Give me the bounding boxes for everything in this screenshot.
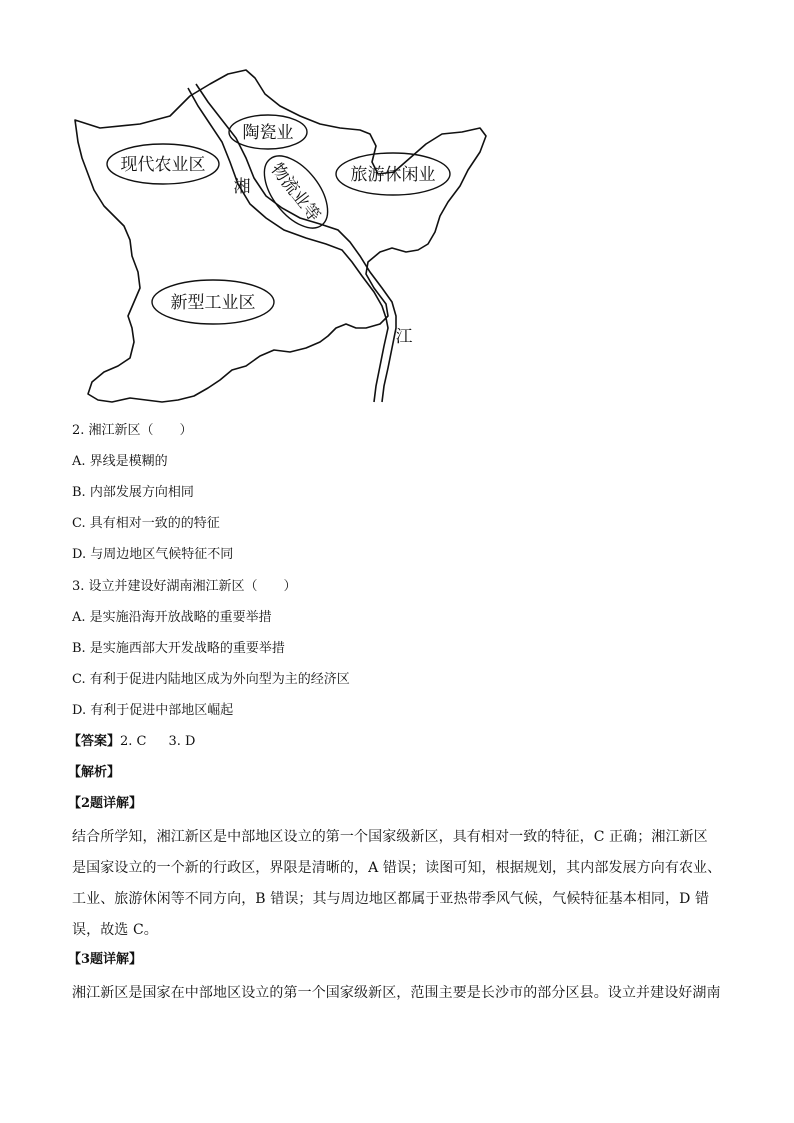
label-jiang: 江 bbox=[395, 327, 413, 347]
q3-option-b: B. 是实施西部大开发战略的重要举措 bbox=[72, 641, 285, 656]
map-svg bbox=[70, 66, 490, 406]
q2-option-c: C. 具有相对一致的的特征 bbox=[72, 516, 220, 531]
q3-option-d: D. 有利于促进中部地区崛起 bbox=[72, 703, 234, 718]
label-modern-agri: 现代农业区 bbox=[120, 155, 206, 175]
region-boundary bbox=[75, 70, 486, 402]
q2-option-d: D. 与周边地区气候特征不同 bbox=[72, 547, 234, 562]
detail2-line-3: 工业、旅游休闲等不同方向，B 错误；其与周边地区都属于亚热带季风气候，气候特征基本相同，D 错 bbox=[72, 891, 710, 907]
q3-option-a: A. 是实施沿海开放战略的重要举措 bbox=[72, 610, 272, 625]
xiangjiang-map bbox=[70, 66, 490, 406]
detail3-heading: 【3题详解】 bbox=[68, 952, 143, 967]
detail3-line-1: 湘江新区是国家在中部地区设立的第一个国家级新区，范围主要是长沙市的部分区县。设立并建设好湖南 bbox=[72, 985, 721, 1001]
detail2-line-1: 结合所学知，湘江新区是中部地区设立的第一个国家级新区，具有相对一致的特征，C 正确；湘江新区 bbox=[72, 829, 708, 845]
label-new-industry: 新型工业区 bbox=[170, 293, 256, 313]
analysis-label: 【解析】 bbox=[68, 765, 121, 780]
detail2-paragraph bbox=[72, 822, 722, 946]
detail2-heading: 【2题详解】 bbox=[68, 796, 143, 811]
detail2-line-2: 是国家设立的一个新的行政区，界限是清晰的，A 错误；读图可知，根据规划，其内部发展方向有农业、 bbox=[72, 860, 722, 876]
q2-option-a: A. 界线是模糊的 bbox=[72, 454, 168, 469]
answer-label: 【答案】 bbox=[68, 734, 121, 749]
q3-stem: 3. 设立并建设好湖南湘江新区（ ） bbox=[72, 579, 297, 594]
label-xiang: 湘 bbox=[233, 177, 251, 197]
q2-option-b: B. 内部发展方向相同 bbox=[72, 485, 194, 500]
answer-q2: 2. C bbox=[120, 734, 147, 749]
label-tourism: 旅游休闲业 bbox=[350, 165, 436, 185]
q3-option-c: C. 有利于促进内陆地区成为外向型为主的经济区 bbox=[72, 672, 350, 687]
label-logistics: 物流业等 bbox=[266, 159, 325, 226]
q2-stem: 2. 湘江新区（ ） bbox=[72, 423, 193, 438]
detail2-line-4: 误，故选 C。 bbox=[72, 922, 158, 938]
label-ceramics: 陶瓷业 bbox=[242, 123, 294, 143]
answer-line bbox=[68, 732, 195, 752]
detail3-paragraph bbox=[72, 978, 722, 1009]
answer-q3: 3. D bbox=[168, 734, 196, 749]
